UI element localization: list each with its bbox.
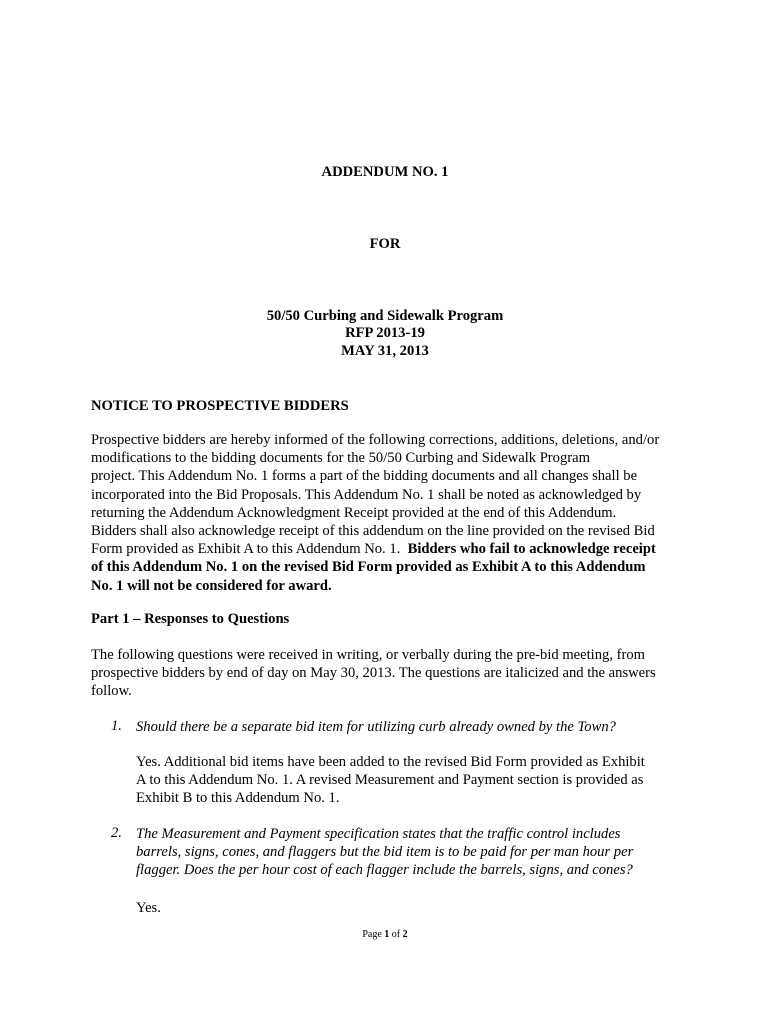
notice-line: returning the Addendum Acknowledgment Receipt provided at the end of this Addendum.: [91, 504, 617, 521]
notice-line: Bidders shall also acknowledge receipt of this addendum on the line provided on the revised Bid: [91, 523, 655, 540]
notice-line: Prospective bidders are hereby informed of the following corrections, additions, deletions, and/or: [91, 432, 660, 448]
page-of: of: [389, 929, 403, 940]
notice-warning-start: Bidders who fail to acknowledge receipt: [407, 541, 656, 558]
intro-line: prospective bidders by end of day on May 30, 2013. The questions are italicized and the answers: [91, 665, 656, 682]
question-line: flagger. Does the per hour cost of each flagger include the barrels, signs, and cones?: [136, 862, 633, 879]
intro-line: follow.: [91, 683, 132, 700]
page-total: 2: [402, 929, 408, 940]
page-number: 1: [384, 929, 390, 940]
answer-text: [136, 899, 696, 917]
notice-warning-line: No. 1 will not be considered for award.: [91, 577, 332, 594]
rfp-number: RFP 2013-19: [345, 325, 425, 341]
notice-heading: NOTICE TO PROSPECTIVE BIDDERS: [91, 398, 349, 414]
notice-line: project. This Addendum No. 1 forms a part of the bidding documents and all changes shall be: [91, 468, 638, 485]
question-line: Should there be a separate bid item for utilizing curb already owned by the Town?: [136, 719, 616, 735]
question-line: The Measurement and Payment specification states that the traffic control includes: [136, 826, 621, 842]
page-footer: [0, 929, 770, 940]
notice-warning-line: of this Addendum No. 1 on the revised Bid Form provided as Exhibit A to this Addendum: [91, 559, 646, 576]
question-number: 2.: [111, 825, 122, 841]
notice-paragraph: [91, 431, 691, 595]
answer-line: Exhibit B to this Addendum No. 1.: [136, 790, 340, 807]
part1-intro: [91, 646, 691, 701]
addendum-title: ADDENDUM NO. 1: [321, 164, 449, 180]
notice-line: modifications to the bidding documents for the 50/50 Curbing and Sidewalk Program: [91, 450, 590, 467]
notice-line-normal: Form provided as Exhibit A to this Addendum No. 1.: [91, 541, 408, 558]
document-date: MAY 31, 2013: [341, 343, 429, 359]
question-line: barrels, signs, cones, and flaggers but the bid item is to be paid for per man hour per: [136, 844, 634, 861]
answer-text: [136, 753, 696, 808]
part1-heading: Part 1 – Responses to Questions: [91, 611, 290, 627]
answer-line: Yes. Additional bid items have been added to the revised Bid Form provided as Exhibit: [136, 754, 645, 770]
page-prefix: Page: [362, 929, 385, 940]
intro-line: The following questions were received in writing, or verbally during the pre-bid meeting, from: [91, 647, 645, 663]
answer-line: A to this Addendum No. 1. A revised Measurement and Payment section is provided as: [136, 772, 644, 789]
question-text: [136, 825, 696, 880]
question-number: 1.: [111, 718, 122, 734]
notice-line: [91, 540, 691, 558]
question-text: [136, 718, 696, 736]
answer-line: Yes.: [136, 900, 161, 916]
for-heading: FOR: [369, 236, 401, 252]
notice-line: incorporated into the Bid Proposals. This Addendum No. 1 shall be noted as acknowledged by: [91, 486, 642, 503]
program-title: 50/50 Curbing and Sidewalk Program: [266, 308, 504, 324]
